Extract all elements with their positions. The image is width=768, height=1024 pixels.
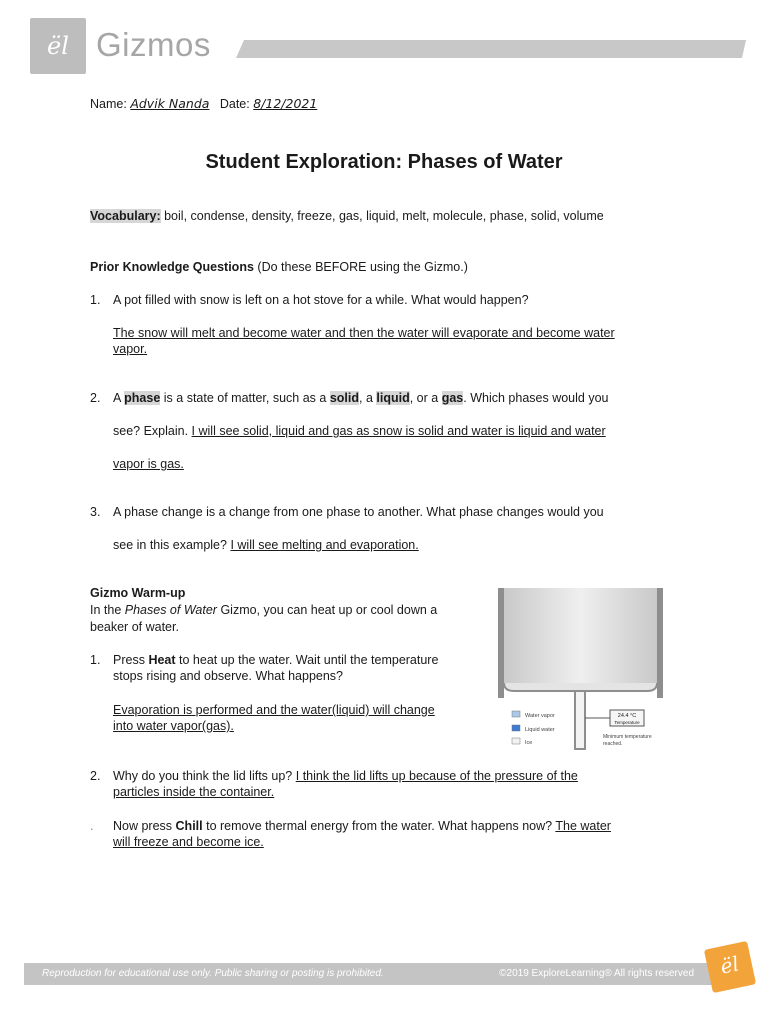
header-bar [236, 40, 746, 58]
q3-number: 3. [90, 505, 101, 519]
q1-answer-line-2: vapor. [113, 342, 148, 356]
min-temp-note-1: Minimum temperature [603, 734, 652, 740]
footer-logo-mark: ël [718, 951, 741, 979]
warmup-q1-text [113, 653, 438, 667]
min-temp-note-2: reached. [603, 741, 623, 747]
warmup-q3-part: Now press [113, 819, 173, 833]
legend-ice: Ice [525, 740, 533, 746]
prior-note: (Do these BEFORE using the Gizmo.) [257, 260, 468, 274]
warmup-heading: Gizmo Warm-up [90, 586, 186, 600]
thermometer-label: Temperature [614, 720, 640, 725]
q2-explain [113, 424, 606, 438]
warmup-q3-answer-line-2: will freeze and become ice. [113, 835, 264, 849]
brand-name: Gizmos [96, 26, 211, 63]
prior-knowledge-heading [90, 260, 468, 274]
name-value: Advik Nanda [130, 96, 210, 111]
term-phase: phase [124, 391, 161, 405]
vocabulary-label: Vocabulary: [90, 209, 161, 223]
legend-liquid-water: Liquid water [525, 727, 555, 733]
warmup-q1-part: to heat up the water. Wait until the temperature [179, 653, 439, 667]
warmup-q2-answer-line-2: particles inside the container. [113, 785, 275, 799]
warmup-q1-part: Press [113, 653, 145, 667]
q3-answer: I will see melting and evaporation. [230, 538, 419, 552]
gizmo-beaker-image [498, 588, 663, 754]
q3-text: A phase change is a change from one phase to another. What phase changes would you [113, 505, 604, 519]
q2-text-part: . Which phases would you [463, 391, 609, 405]
q3-answer-row [113, 538, 419, 552]
q2-text-part: is a state of matter, such as a [163, 391, 327, 405]
warmup-q1-text-2: stops rising and observe. What happens? [113, 669, 343, 683]
warmup-q2-part: Why do you think the lid lifts up? [113, 769, 293, 783]
q2-answer-line-1: I will see solid, liquid and gas as snow is solid and water is liquid and water [191, 424, 606, 438]
warmup-q2-text [113, 769, 578, 783]
q2-number: 2. [90, 391, 101, 405]
warmup-intro-line-1 [90, 603, 437, 617]
term-liquid: liquid [376, 391, 410, 405]
warmup-q3-part: to remove thermal energy from the water. What happens now? [206, 819, 553, 833]
warmup-q1-answer-line-1: Evaporation is performed and the water(liquid) will change [113, 703, 435, 717]
q1-answer-line-1: The snow will melt and become water and then the water will evaporate and become water [113, 326, 615, 340]
q2-text-part: , or a [409, 391, 439, 405]
q2-text-part: , a [359, 391, 373, 405]
warmup-intro-line-2: beaker of water. [90, 620, 179, 634]
warmup-q2-answer-line-1: I think the lid lifts up because of the pressure of the [295, 769, 578, 783]
warmup-q2-number: 2. [90, 769, 101, 783]
gizmo-name: Phases of Water [124, 603, 217, 617]
page-title: Student Exploration: Phases of Water [205, 151, 563, 173]
q1-number: 1. [90, 293, 101, 307]
date-label: Date: [219, 97, 250, 111]
footer-bar [24, 963, 714, 985]
warmup-intro-part: Gizmo, you can heat up or cool down a [220, 603, 438, 617]
warmup-q3-text [113, 819, 611, 833]
warmup-q1-answer-line-2: into water vapor(gas). [113, 719, 234, 733]
logo-mark: ël [47, 32, 69, 60]
q2-text [113, 391, 608, 405]
q2-answer-line-2: vapor is gas. [113, 457, 184, 471]
q1-text: A pot filled with snow is left on a hot stove for a while. What would happen? [113, 293, 529, 307]
chill-term: Chill [175, 819, 203, 833]
explorelearning-logo [30, 18, 86, 74]
date-value: 8/12/2021 [253, 96, 318, 111]
heat-term: Heat [148, 653, 176, 667]
prior-heading: Prior Knowledge Questions [90, 260, 254, 274]
warmup-intro-part: In the [90, 603, 122, 617]
footer-copyright: ©2019 ExploreLearning® All rights reserved [499, 968, 694, 979]
legend-water-vapor: Water vapor [525, 713, 555, 719]
vocabulary [90, 209, 604, 223]
term-solid: solid [329, 391, 360, 405]
q2-text-part: A [113, 391, 121, 405]
name-label: Name: [90, 97, 127, 111]
beaker-illustration [498, 588, 663, 754]
term-gas: gas [441, 391, 464, 405]
thermometer-value: 24.4 °C [617, 713, 637, 719]
vocabulary-terms: boil, condense, density, freeze, gas, liquid, melt, molecule, phase, solid, volume [164, 209, 604, 223]
student-info [90, 96, 317, 111]
q3-text-part: see in this example? [113, 538, 227, 552]
warmup-q3-answer-line-1: The water [555, 819, 611, 833]
q2-explain-label: see? Explain. [113, 424, 189, 438]
warmup-q3-number: . [90, 819, 94, 833]
warmup-q1-number: 1. [90, 653, 101, 667]
footer-logo [704, 941, 756, 993]
footer-disclaimer: Reproduction for educational use only. Public sharing or posting is prohibited. [42, 968, 384, 979]
